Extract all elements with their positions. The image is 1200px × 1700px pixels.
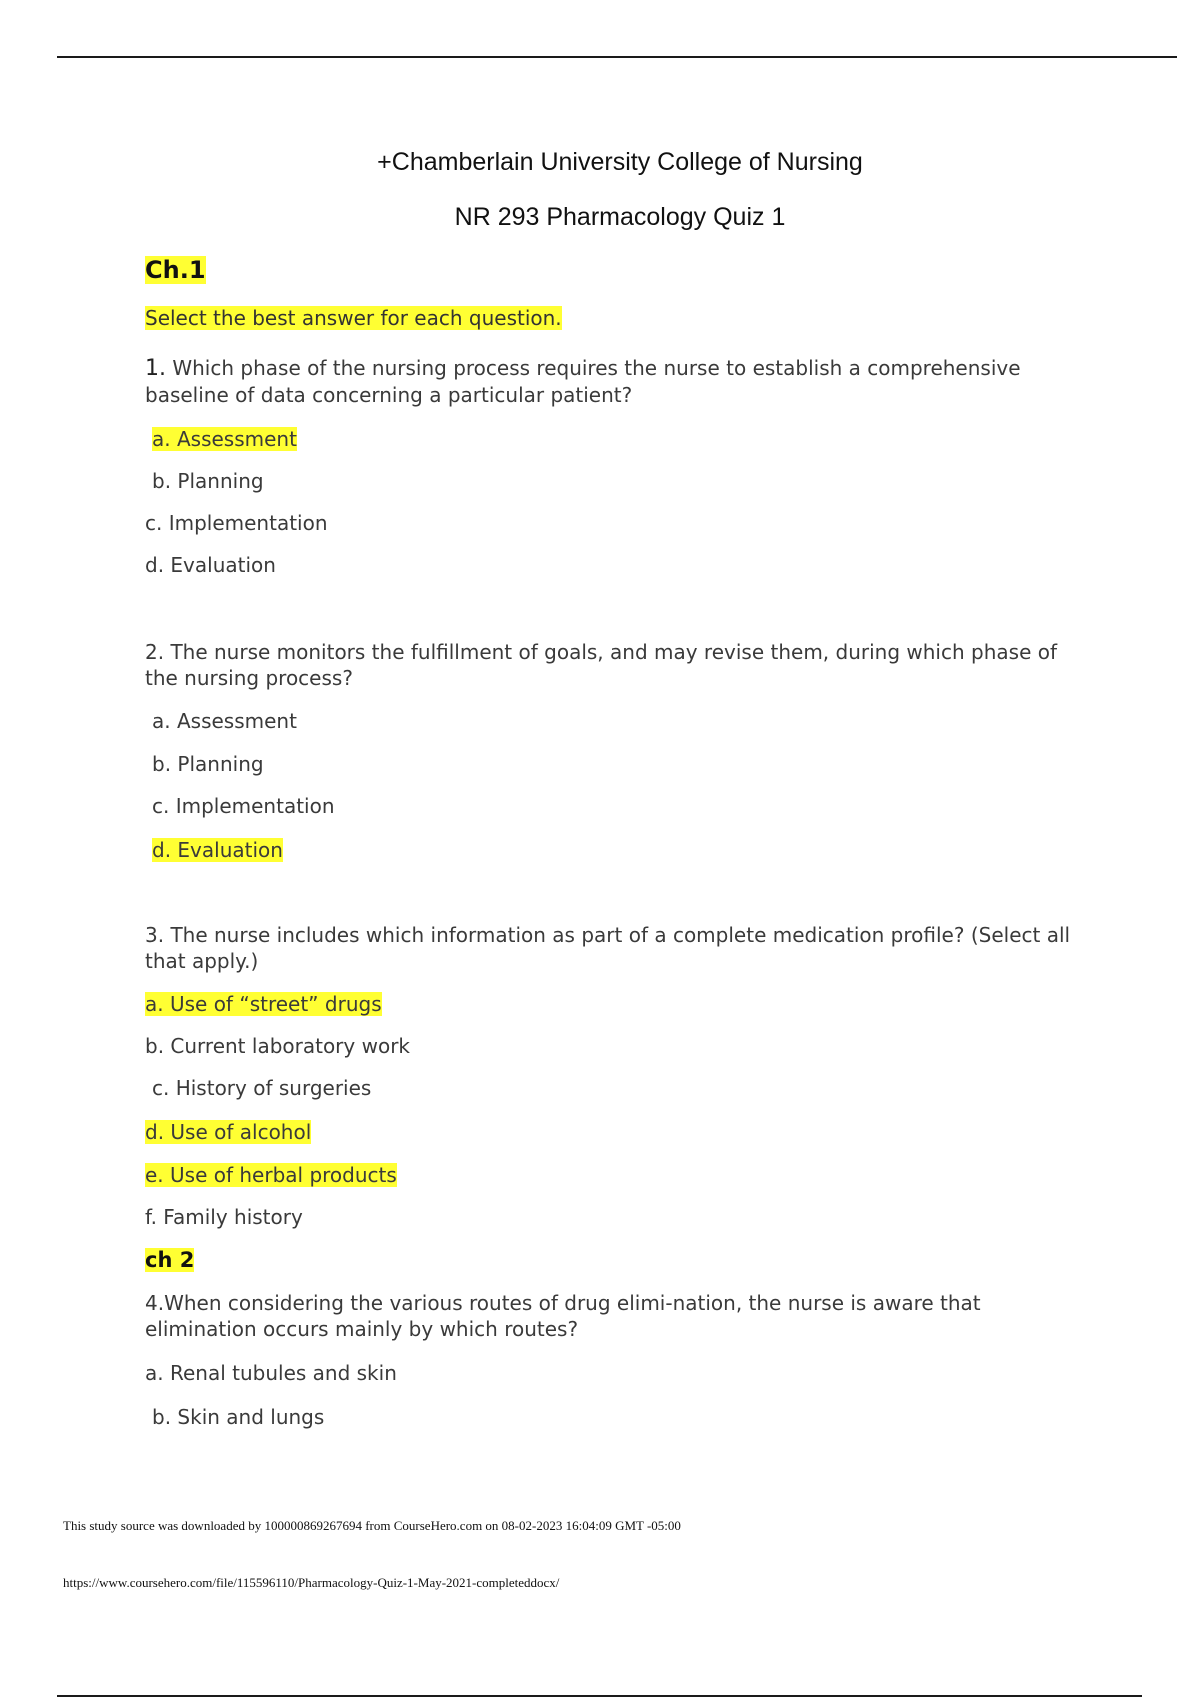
option-text: f. Family history — [145, 1205, 303, 1229]
question-4-option-a — [145, 1361, 397, 1385]
question-3-option-a — [145, 992, 382, 1016]
option-text: d. Evaluation — [152, 838, 283, 862]
question-3-option-b — [145, 1034, 410, 1058]
chapter-heading-ch2 — [145, 1248, 194, 1272]
option-text: b. Current laboratory work — [145, 1034, 410, 1058]
option-text: a. Use of “street” drugs — [145, 992, 382, 1016]
question-2-option-d — [152, 838, 283, 862]
option-text: c. Implementation — [145, 511, 328, 535]
document-title: +Chamberlain University College of Nursing — [377, 148, 863, 176]
question-1 — [145, 355, 1095, 408]
option-text: a. Assessment — [152, 427, 297, 451]
question-1-option-b — [152, 469, 264, 493]
option-text: a. Renal tubules and skin — [145, 1361, 397, 1385]
option-text: c. Implementation — [152, 794, 335, 818]
option-text: e. Use of herbal products — [145, 1163, 397, 1187]
question-4 — [145, 1290, 1095, 1342]
question-4-option-b — [152, 1405, 324, 1429]
option-text: d. Use of alcohol — [145, 1120, 312, 1144]
option-text: b. Planning — [152, 752, 264, 776]
option-text: c. History of surgeries — [152, 1076, 372, 1100]
question-3 — [145, 922, 1095, 974]
question-number: 1. — [145, 356, 166, 381]
question-1-option-a — [152, 427, 297, 451]
question-2 — [145, 639, 1095, 691]
top-rule — [57, 56, 1177, 58]
document-subtitle: NR 293 Pharmacology Quiz 1 — [454, 203, 786, 231]
chapter-label: Ch.1 — [145, 256, 206, 284]
question-1-option-d — [145, 553, 276, 577]
question-2-option-c — [152, 794, 335, 818]
question-text: Which phase of the nursing process requires the nurse to establish a comprehensive baseline of data concerning a particular patient? — [145, 356, 1021, 407]
download-note: This study source was downloaded by 100000869267694 from CourseHero.com on 08-02-2023 16:04:09 GMT -05:00 — [63, 1518, 681, 1533]
question-1-option-c — [145, 511, 328, 535]
source-url[interactable]: https://www.coursehero.com/file/115596110/Pharmacology-Quiz-1-May-2021-completeddocx/ — [63, 1575, 560, 1590]
option-text: a. Assessment — [152, 709, 297, 733]
question-3-option-e — [145, 1163, 397, 1187]
option-text: d. Evaluation — [145, 553, 276, 577]
bottom-rule — [57, 1695, 1142, 1697]
question-text: 4.When considering the various routes of drug elimi-nation, the nurse is aware that elimination occurs mainly by which routes? — [145, 1291, 981, 1341]
question-3-option-c — [152, 1076, 371, 1100]
chapter-heading-ch1 — [145, 256, 206, 284]
option-text: b. Skin and lungs — [152, 1405, 325, 1429]
question-3-option-f — [145, 1205, 303, 1229]
instruction-label: Select the best answer for each question. — [145, 306, 562, 330]
question-2-option-b — [152, 752, 264, 776]
question-2-option-a — [152, 709, 297, 733]
question-text: 3. The nurse includes which information as part of a complete medication profile? (Select all that apply.) — [145, 923, 1071, 973]
chapter-label: ch 2 — [145, 1248, 195, 1272]
instruction-text — [145, 306, 562, 330]
option-text: b. Planning — [152, 469, 264, 493]
question-3-option-d — [145, 1120, 311, 1144]
question-text: 2. The nurse monitors the fulfillment of goals, and may revise them, during which phase of the nursing process? — [145, 640, 1058, 690]
